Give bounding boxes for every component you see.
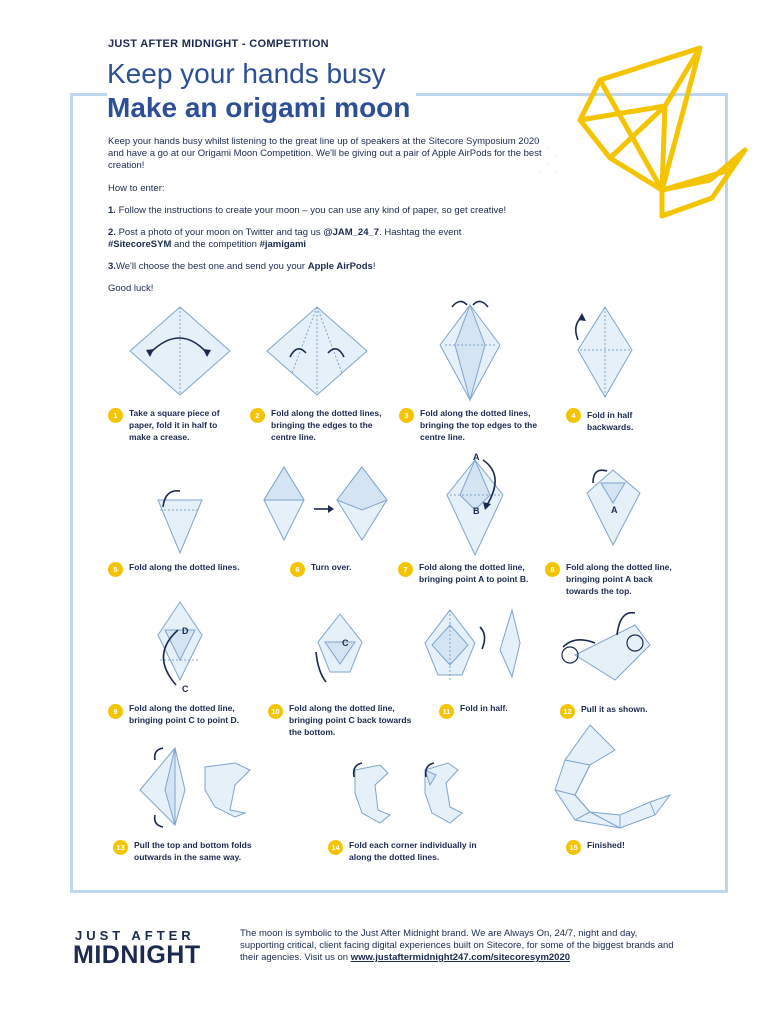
entry-step-3 [108, 261, 558, 273]
footer-website-link[interactable]: www.justaftermidnight247.com/sitecoresym2020 [350, 952, 571, 963]
step-8-caption: Fold along the dotted line, bringing point A back towards the top. [566, 562, 672, 596]
entry-step-3-text-a: We'll choose the best one and send you your [115, 261, 308, 272]
entry-step-1-num: 1. [108, 205, 116, 216]
step-10-badge: 10 [268, 704, 283, 719]
twitter-handle: @JAM_24_7 [323, 227, 380, 238]
diagram-step-9 [150, 600, 210, 695]
diagram-step-11 [420, 605, 525, 690]
entry-step-2-text-c: and the competition [171, 239, 260, 250]
step-4-badge: 4 [566, 408, 581, 423]
diagram-step-5 [155, 485, 205, 555]
diagram-step-10 [310, 612, 370, 687]
hashtag-event: #SitecoreSYM [108, 239, 172, 250]
step-13-badge: 13 [113, 840, 128, 855]
footer-logo-line-1: JUST AFTER [75, 928, 195, 943]
step-6-caption: Turn over. [311, 562, 352, 572]
prize-name: Apple AirPods [307, 261, 373, 272]
point-c-label-2: C [342, 638, 349, 648]
entry-step-3-num: 3. [108, 261, 116, 272]
hashtag-competition: #jamigami [259, 239, 307, 250]
entry-step-3-text-b: ! [372, 261, 376, 272]
entry-step-1 [108, 205, 558, 217]
step-5-badge: 5 [108, 562, 123, 577]
diagram-step-3 [430, 295, 510, 405]
entry-step-2-text-b: . Hashtag the event [379, 227, 462, 238]
footer-logo-line-2: MIDNIGHT [73, 941, 201, 969]
point-a-label: A [473, 452, 480, 462]
entry-step-1-text: Follow the instructions to create your moon – you can use any kind of paper, so get creative! [115, 205, 507, 216]
step-9-badge: 9 [108, 704, 123, 719]
diagram-step-14 [350, 755, 475, 830]
step-7-caption: Fold along the dotted line, bringing point A to point B. [419, 562, 529, 584]
step-3-badge: 3 [399, 408, 414, 423]
step-12-badge: 12 [560, 704, 575, 719]
step-14-caption: Fold each corner individually in along the dotted lines. [349, 840, 477, 862]
step-14-badge: 14 [328, 840, 343, 855]
title-line-1: Keep your hands busy [107, 58, 386, 89]
step-7-badge: 7 [398, 562, 413, 577]
step-2-badge: 2 [250, 408, 265, 423]
entry-step-2 [108, 227, 558, 251]
point-c-label: C [182, 684, 189, 694]
point-a-label-2: A [611, 505, 618, 515]
step-4-caption: Fold in half backwards. [587, 410, 634, 432]
diagram-step-15 [550, 720, 680, 830]
step-12-caption: Pull it as shown. [581, 704, 648, 714]
footer-description: The moon is symbolic to the Just After Midnight brand. We are Always On, 24/7, night and day, supporting critical, client facing digital experiences built on Sitecore, for some of the biggest brands and their agencies. Visit us on [240, 928, 674, 963]
diagram-step-6 [262, 465, 392, 545]
point-b-label: B [473, 506, 480, 516]
moon-illustration [520, 40, 760, 230]
step-15-badge: 15 [566, 840, 581, 855]
step-11-badge: 11 [439, 704, 454, 719]
diagram-step-7 [445, 450, 515, 560]
step-5-caption: Fold along the dotted lines. [129, 562, 240, 572]
step-1-caption: Take a square piece of paper, fold it in half to make a crease. [129, 408, 220, 442]
step-3-caption: Fold along the dotted lines, bringing the top edges to the centre line. [420, 408, 538, 442]
title-line-2: Make an origami moon [107, 92, 416, 124]
step-2-caption: Fold along the dotted lines, bringing the edges to the centre line. [271, 408, 382, 442]
step-15-caption: Finished! [587, 840, 625, 850]
entry-step-2-text-a: Post a photo of your moon on Twitter and tag us [115, 227, 324, 238]
step-6-badge: 6 [290, 562, 305, 577]
diagram-step-4 [570, 305, 640, 400]
diagram-step-8 [585, 465, 645, 550]
diagram-step-2 [262, 305, 372, 395]
footer-text [240, 928, 680, 964]
point-d-label: D [182, 626, 189, 636]
step-13-caption: Pull the top and bottom folds outwards in the same way. [134, 840, 252, 862]
good-luck-text: Good luck! [108, 283, 154, 294]
eyebrow-heading: JUST AFTER MIDNIGHT - COMPETITION [108, 38, 329, 50]
diagram-step-12 [555, 605, 665, 690]
step-10-caption: Fold along the dotted line, bringing point C back towards the bottom. [289, 703, 412, 737]
step-11-caption: Fold in half. [460, 703, 508, 713]
step-8-badge: 8 [545, 562, 560, 577]
intro-paragraph: Keep your hands busy whilst listening to the great line up of speakers at the Sitecore Symposium 2020 and have a go at our Origami Moon Competition. We'll be giving out a pair of Apple AirPods for the best creation! [108, 136, 542, 171]
step-1-badge: 1 [108, 408, 123, 423]
entry-step-2-num: 2. [108, 227, 116, 238]
how-to-enter-label: How to enter: [108, 183, 165, 194]
diagram-step-13 [135, 745, 260, 830]
step-9-caption: Fold along the dotted line, bringing point C to point D. [129, 703, 239, 725]
diagram-step-1 [125, 305, 235, 395]
